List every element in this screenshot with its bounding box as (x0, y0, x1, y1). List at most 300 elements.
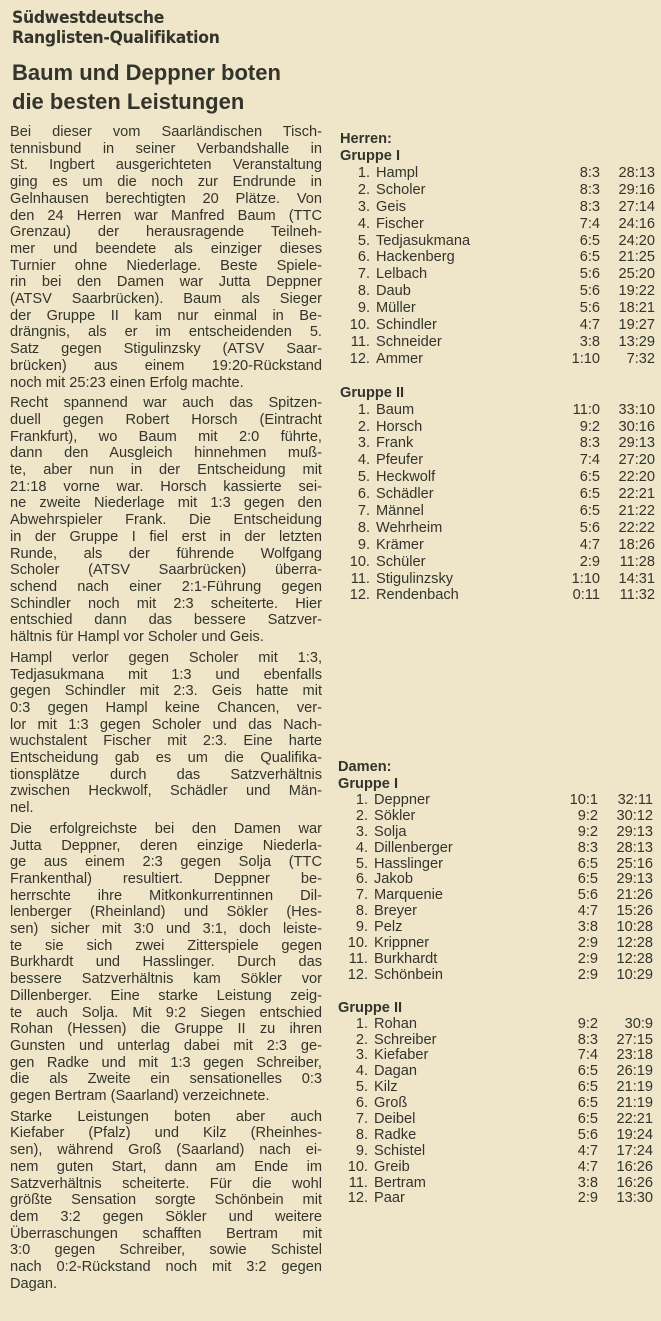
kicker-line: Südwestdeutsche (12, 8, 165, 28)
sets: 12:28 (616, 935, 653, 952)
wins-losses: 1:10 (571, 570, 600, 587)
text-line: nem guten Start, dann am Ende im (10, 1158, 322, 1175)
paragraph (10, 124, 322, 391)
table-row (340, 300, 655, 317)
rank: 6. (355, 1095, 368, 1112)
table-row (338, 1144, 653, 1160)
wins-losses: 5:6 (579, 283, 600, 300)
player-name: Schönbein (374, 966, 443, 983)
player-name: Bertram (374, 1174, 426, 1191)
wins-losses: 7:4 (579, 452, 600, 469)
rank: 10. (349, 553, 370, 570)
sets: 24:20 (618, 232, 655, 249)
rank: 11. (348, 1174, 368, 1191)
table-row (338, 1033, 653, 1049)
player-name: Jakob (374, 871, 413, 888)
player-name: Müller (376, 300, 416, 317)
sets: 15:26 (616, 903, 653, 920)
player-name: Wehrheim (376, 519, 443, 536)
player-name: Deibel (374, 1111, 416, 1128)
table-row (340, 402, 655, 419)
wins-losses: 8:3 (579, 181, 600, 198)
wins-losses: 5:6 (577, 887, 598, 904)
text-line: drängnis, als er im entscheidenden 5. (10, 324, 322, 341)
text-line: Dillenberger. Eine starke Leistung zeig- (10, 987, 322, 1004)
wins-losses: 6:5 (579, 503, 600, 520)
table-row (340, 266, 655, 283)
player-name: Baum (376, 401, 415, 418)
sets: 19:22 (618, 283, 655, 300)
rank: 3. (357, 198, 370, 215)
player-name: Dagan (374, 1063, 418, 1080)
sets: 27:15 (616, 1031, 653, 1048)
text-line: Frankenthal) resultiert. Deppner be- (10, 870, 322, 887)
text-line: Kiefaber (Pfalz) und Kilz (Rheinhes- (10, 1125, 322, 1142)
sets: 33:10 (618, 401, 655, 418)
table-row (338, 793, 653, 809)
rank: 1. (357, 165, 370, 181)
rank: 1. (355, 1015, 368, 1032)
table-row (338, 1112, 653, 1128)
player-name: Schädler (376, 486, 434, 503)
sets: 30:12 (616, 807, 653, 824)
text-line: Entscheidung gab es um die Qualifika- (10, 750, 322, 767)
rank: 5. (357, 232, 370, 249)
text-line: herrschte ihre Mitkonkurrentinnen Dil- (10, 887, 322, 904)
paragraph (10, 650, 322, 817)
category-heading: Damen: (338, 759, 392, 775)
text-line: gen Radke und mit 1:3 gegen Schreiber, (10, 1054, 322, 1071)
wins-losses: 6:5 (579, 249, 600, 266)
sets: 30:9 (624, 1015, 653, 1032)
player-name: Scholer (376, 181, 426, 198)
wins-losses: 6:5 (577, 1111, 598, 1128)
text-line: Satzverhältnis scheiterte. Für die wohl (10, 1175, 322, 1192)
table-row (338, 1191, 653, 1207)
sets: 29:13 (616, 823, 653, 840)
text-line: in der Gruppe I fiel erst in der letzten (10, 528, 322, 545)
text-line: brücken) aus einem 19:20-Rückstand (10, 357, 322, 374)
sets: 7:32 (626, 350, 655, 367)
table-row (338, 936, 653, 952)
rank: 3. (355, 1047, 368, 1064)
rank: 11. (350, 570, 370, 587)
headline (12, 58, 332, 116)
article-body (10, 124, 322, 1297)
sets: 27:20 (618, 452, 655, 469)
wins-losses: 7:4 (579, 215, 600, 232)
wins-losses: 5:6 (579, 266, 600, 283)
player-name: Krämer (376, 536, 424, 553)
text-line: Rohan (Hessen) die Gruppe II zu ihren (10, 1021, 322, 1038)
paragraph (10, 821, 322, 1105)
wins-losses: 9:2 (577, 1015, 598, 1032)
text-line: lenberger (Rheinland) und Sökler (Hes- (10, 904, 322, 921)
text-line: ging es um die noch zur Endrunde in (10, 174, 322, 191)
player-name: Pelz (374, 919, 403, 936)
wins-losses: 6:5 (577, 1063, 598, 1080)
text-line: gegen Bertram (Saarland) verzeichnete. (10, 1088, 270, 1105)
text-line: Bei dieser vom Saarländischen Tisch- (10, 124, 322, 140)
sets: 19:27 (618, 317, 655, 334)
text-line: größte Sensation sorgte Schönbein mit (10, 1192, 322, 1209)
headline-line: die besten Leistungen (12, 89, 245, 114)
wins-losses: 1:10 (571, 350, 600, 367)
text-line: lor mit 1:3 gegen Scholer und das Nach- (10, 716, 322, 733)
group-heading: Gruppe II (340, 384, 405, 401)
sets: 22:21 (618, 486, 655, 503)
sets: 26:19 (616, 1063, 653, 1080)
rank: 5. (355, 1079, 368, 1096)
rank: 2. (355, 1031, 368, 1048)
paragraph (10, 1109, 322, 1293)
wins-losses: 6:5 (579, 486, 600, 503)
rank: 8. (355, 1126, 368, 1143)
table-row (338, 1080, 653, 1096)
sets: 21:19 (616, 1079, 653, 1096)
table-row (338, 825, 653, 841)
sets: 27:14 (618, 198, 655, 215)
wins-losses: 5:6 (579, 519, 600, 536)
sets: 29:16 (618, 181, 655, 198)
player-name: Sökler (374, 807, 416, 824)
table-row (338, 920, 653, 936)
table-row (338, 809, 653, 825)
text-line: entschied dann das bessere Satzver- (10, 612, 322, 629)
table-row (338, 968, 653, 984)
sets: 22:20 (618, 469, 655, 486)
paragraph (10, 395, 322, 646)
rank: 11. (348, 950, 368, 967)
wins-losses: 10:1 (569, 792, 598, 808)
text-line: gegen Schindler mit 2:3. Geis hatte mit (10, 683, 322, 700)
table-row (340, 486, 655, 503)
player-name: Schüler (376, 553, 426, 570)
rank: 2. (355, 807, 368, 824)
wins-losses: 3:8 (577, 919, 598, 936)
sets: 24:16 (618, 215, 655, 232)
rank: 1. (357, 401, 370, 418)
player-name: Schistel (374, 1142, 426, 1159)
table-row (340, 249, 655, 266)
category-heading: Herren: (340, 131, 392, 147)
text-line: Dagan. (10, 1275, 58, 1292)
text-line: tennisbund in seiner Verbandshalle in (10, 140, 322, 157)
table-row (340, 283, 655, 300)
rank: 7. (355, 1111, 368, 1128)
sets: 23:18 (616, 1047, 653, 1064)
rank: 3. (357, 435, 370, 452)
sets: 18:26 (618, 536, 655, 553)
rank: 12. (349, 587, 370, 604)
sets: 25:16 (616, 855, 653, 872)
player-name: Hampl (376, 165, 419, 181)
wins-losses: 4:7 (579, 536, 600, 553)
player-name: Fischer (376, 215, 424, 232)
table-row (338, 1160, 653, 1176)
table-row (338, 1048, 653, 1064)
sets: 22:22 (618, 519, 655, 536)
rank: 2. (357, 181, 370, 198)
player-name: Greib (374, 1158, 410, 1175)
rank: 6. (355, 871, 368, 888)
table-row (338, 952, 653, 968)
sets: 28:13 (616, 839, 653, 856)
rank: 9. (355, 919, 368, 936)
player-name: Pfeufer (376, 452, 424, 469)
text-line: Überraschungen schafften Bertram mit (10, 1225, 322, 1242)
player-name: Groß (374, 1095, 408, 1112)
text-line: rin bei den Damen war Jutta Deppner (10, 274, 322, 291)
wins-losses: 5:6 (577, 1126, 598, 1143)
text-line: Tedjasukmana mit 1:3 und ebenfalls (10, 666, 322, 683)
rank: 2. (357, 418, 370, 435)
text-line: Gunsten und unterlag dabei mit 2:3 ge- (10, 1037, 322, 1054)
wins-losses: 2:9 (579, 553, 600, 570)
kicker-line: Ranglisten-Qualifikation (12, 28, 220, 48)
text-line: Gelnhausen berechtigten 20 Plätze. Von (10, 190, 322, 207)
player-name: Solja (374, 823, 407, 840)
sets: 13:30 (616, 1190, 653, 1207)
wins-losses: 4:7 (577, 1142, 598, 1159)
rank: 7. (357, 503, 370, 520)
wins-losses: 6:5 (577, 1079, 598, 1096)
wins-losses: 9:2 (577, 823, 598, 840)
rank: 7. (355, 887, 368, 904)
player-name: Männel (376, 503, 424, 520)
text-line: mer und beendete als einziger dieses (10, 240, 322, 257)
wins-losses: 11:0 (572, 401, 600, 418)
wins-losses: 2:9 (577, 966, 598, 983)
player-name: Deppner (374, 792, 430, 808)
text-line: Turnier ohne Niederlage. Beste Spiele- (10, 257, 322, 274)
rank: 12. (347, 966, 368, 983)
player-name: Rohan (374, 1015, 418, 1032)
table-row (340, 554, 655, 571)
rank: 12. (349, 350, 370, 367)
sets: 12:28 (616, 950, 653, 967)
results-damen (338, 759, 653, 1207)
table-row (338, 1096, 653, 1112)
rank: 11. (350, 333, 370, 350)
rank: 4. (357, 452, 370, 469)
wins-losses: 2:9 (577, 950, 598, 967)
table-row (340, 216, 655, 233)
table-row (340, 317, 655, 334)
wins-losses: 6:5 (577, 1095, 598, 1112)
text-line: (ATSV Saarbrücken). Baum als Sieger (10, 291, 322, 308)
rank: 4. (355, 839, 368, 856)
text-line: noch mit 25:23 einen Erfolg machte. (10, 374, 244, 391)
sets: 17:24 (616, 1142, 653, 1159)
player-name: Hasslinger (374, 855, 443, 872)
text-line: sen) sicher mit 3:0 und 3:1, doch leiste- (10, 921, 322, 938)
text-line: Hampl verlor gegen Scholer mit 1:3, (10, 649, 322, 666)
player-name: Schindler (376, 317, 437, 334)
wins-losses: 8:3 (577, 839, 598, 856)
player-name: Schreiber (374, 1031, 437, 1048)
wins-losses: 8:3 (577, 1031, 598, 1048)
text-line: te, aber nun in der Entscheidung mit (10, 462, 322, 479)
sets: 29:13 (616, 871, 653, 888)
table-row (338, 1064, 653, 1080)
text-line: Starke Leistungen boten aber auch (10, 1108, 322, 1125)
text-line: Abwehrspieler Frank. Die Entscheidung (10, 512, 322, 529)
text-line: wuchstalent Fischer mit 2:3. Eine harte (10, 733, 322, 750)
sets: 25:20 (618, 266, 655, 283)
player-name: Rendenbach (376, 587, 459, 604)
rank: 8. (355, 903, 368, 920)
table-row (340, 503, 655, 520)
sets: 19:24 (616, 1126, 653, 1143)
sets: 29:13 (618, 435, 655, 452)
group-heading: Gruppe I (340, 148, 400, 164)
table-row (338, 872, 653, 888)
table-row (338, 857, 653, 873)
sets: 30:16 (618, 418, 655, 435)
text-line: te sie sich zwei Zitterspiele gegen (10, 937, 322, 954)
rank: 4. (355, 1063, 368, 1080)
text-line: die als Zweite ein sensationelles 0:3 (10, 1071, 322, 1088)
rank: 4. (357, 215, 370, 232)
text-line: schend nach einer 2:1-Führung gegen (10, 578, 322, 595)
wins-losses: 6:5 (579, 469, 600, 486)
text-line: 21:18 vorne war. Horsch kassierte sei- (10, 478, 322, 495)
rank: 12. (347, 1190, 368, 1207)
rank: 9. (357, 536, 370, 553)
table-row (338, 1017, 653, 1033)
sets: 28:13 (618, 165, 655, 181)
player-name: Burkhardt (374, 950, 438, 967)
text-line: 3:0 gegen Schreiber, sowie Schistel (10, 1242, 322, 1259)
player-name: Stigulinzsky (376, 570, 454, 587)
table-row (340, 351, 655, 368)
table-row (338, 888, 653, 904)
table-row (338, 841, 653, 857)
text-line: ge aus einem 2:3 gegen Solja (TTC (10, 854, 322, 871)
rank: 10. (349, 317, 370, 334)
wins-losses: 4:7 (579, 317, 600, 334)
player-name: Hackenberg (376, 249, 455, 266)
text-line: der Gruppe II kam nur einmal in Be- (10, 307, 322, 324)
player-name: Paar (374, 1190, 405, 1207)
text-line: Scholer (ATSV Saarbrücken) überra- (10, 562, 322, 579)
text-line: sen), während Groß (Saarland) nach ei- (10, 1142, 322, 1159)
sets: 10:29 (616, 966, 653, 983)
rank: 8. (357, 283, 370, 300)
sets: 21:26 (616, 887, 653, 904)
text-line: den 24 Herren war Manfred Baum (TTC (10, 207, 322, 224)
sets: 11:32 (619, 587, 655, 604)
table-row (340, 587, 655, 604)
table-row (340, 182, 655, 199)
player-name: Breyer (374, 903, 417, 920)
text-line: Recht spannend war auch das Spitzen- (10, 395, 322, 412)
sets: 32:11 (617, 792, 653, 808)
rank: 1. (355, 792, 368, 808)
text-line: Burkhardt und Hasslinger. Durch das (10, 954, 322, 971)
rank: 5. (357, 469, 370, 486)
table-row (338, 1128, 653, 1144)
rank: 8. (357, 519, 370, 536)
sets: 14:31 (618, 570, 655, 587)
text-line: nach 0:2-Rückstand noch mit 3:2 gegen (10, 1259, 322, 1276)
rank: 9. (355, 1142, 368, 1159)
kicker (12, 8, 220, 48)
wins-losses: 4:7 (577, 1158, 598, 1175)
sets: 21:19 (616, 1095, 653, 1112)
table-row (340, 199, 655, 216)
sets: 13:29 (618, 333, 655, 350)
wins-losses: 9:2 (577, 807, 598, 824)
player-name: Kiefaber (374, 1047, 429, 1064)
sets: 16:26 (616, 1174, 653, 1191)
sets: 10:28 (616, 919, 653, 936)
wins-losses: 0:11 (572, 587, 600, 604)
text-line: duell gegen Robert Horsch (Eintracht (10, 411, 322, 428)
rank: 10. (347, 1158, 368, 1175)
wins-losses: 6:5 (579, 232, 600, 249)
player-name: Daub (376, 283, 411, 300)
player-name: Ammer (376, 350, 424, 367)
text-line: tionsplätze durch das Satzverhältnis (10, 766, 322, 783)
text-line: nel. (10, 800, 34, 817)
player-name: Geis (376, 198, 407, 215)
player-name: Frank (376, 435, 414, 452)
text-line: Grenzau) der herausragende Teilneh- (10, 224, 322, 241)
table-row (340, 537, 655, 554)
player-name: Heckwolf (376, 469, 436, 486)
table-row (340, 165, 655, 182)
table-row (340, 435, 655, 452)
sets: 21:22 (618, 503, 655, 520)
rank: 6. (357, 249, 370, 266)
group-heading: Gruppe I (338, 776, 398, 792)
sets: 22:21 (616, 1111, 653, 1128)
table-row (340, 520, 655, 537)
table-row (340, 452, 655, 469)
text-line: zwischen Heckwolf, Schädler und Män- (10, 783, 322, 800)
player-name: Lelbach (376, 266, 428, 283)
player-name: Dillenberger (374, 839, 453, 856)
wins-losses: 2:9 (577, 935, 598, 952)
player-name: Horsch (376, 418, 423, 435)
wins-losses: 8:3 (579, 198, 600, 215)
text-line: Frankfurt), wo Baum mit 2:0 führte, (10, 428, 322, 445)
wins-losses: 8:3 (579, 165, 600, 181)
sets: 11:28 (619, 553, 655, 570)
wins-losses: 7:4 (577, 1047, 598, 1064)
text-line: dem 3:2 gegen Sökler und weitere (10, 1209, 322, 1225)
wins-losses: 3:8 (577, 1174, 598, 1191)
sets: 18:21 (618, 300, 655, 317)
sets: 16:26 (616, 1158, 653, 1175)
text-line: 0:3 gegen Hampl keine Chancen, ver- (10, 699, 322, 716)
sets: 21:25 (618, 249, 655, 266)
group-heading: Gruppe II (338, 999, 403, 1016)
wins-losses: 4:7 (577, 903, 598, 920)
table-row (340, 469, 655, 486)
wins-losses: 8:3 (579, 435, 600, 452)
text-line: Satz gegen Stigulinzsky (ATSV Saar- (10, 341, 322, 358)
results-herren (340, 131, 655, 604)
player-name: Kilz (374, 1079, 398, 1096)
text-line: bessere Satzverhältnis kam Sökler vor (10, 971, 322, 988)
text-line: Die erfolgreichste bei den Damen war (10, 820, 322, 837)
table-row (340, 571, 655, 588)
text-line: te auch Solja. Mit 9:2 Siegen entschied (10, 1004, 322, 1021)
wins-losses: 6:5 (577, 855, 598, 872)
